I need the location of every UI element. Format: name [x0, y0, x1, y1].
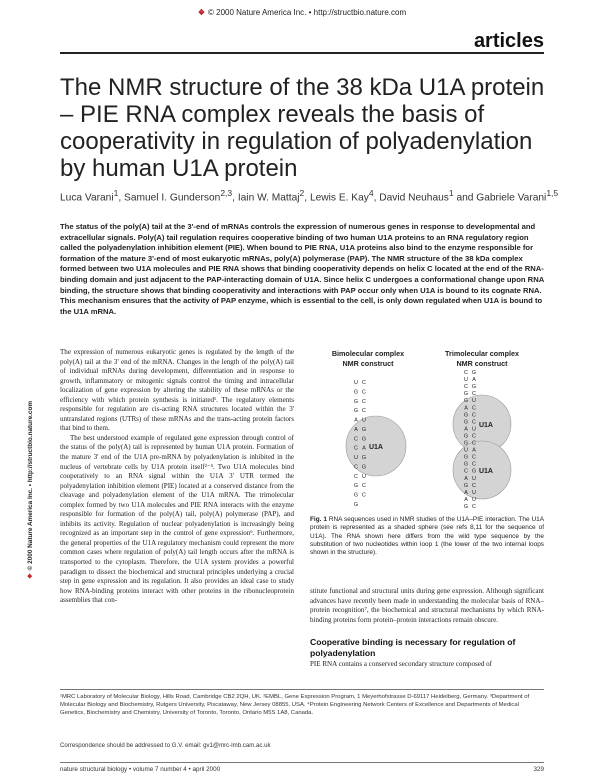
u1a-label-right-top: U1A	[478, 422, 494, 429]
nucleotide-letter: C	[354, 436, 358, 443]
nucleotide-letter: G	[361, 426, 367, 433]
nucleotide-letter: G	[471, 468, 477, 475]
nucleotide-letter: G	[353, 398, 359, 405]
nucleotide-letter: G	[463, 482, 469, 489]
nucleotide-letter: C	[362, 483, 366, 490]
nucleotide-letter: G	[353, 389, 359, 396]
nucleotide-letter: U	[362, 473, 366, 480]
author-name: Gabriele Varani	[476, 192, 547, 204]
author-aff: 2	[299, 188, 305, 198]
section-rule	[60, 52, 544, 54]
nucleotide-letter: G	[463, 412, 469, 419]
nucleotide-letter: U	[472, 496, 476, 503]
nucleotide-letter: U	[354, 455, 358, 462]
side-copyright-text: © 2000 Nature America Inc. • http://structbio.nature.com	[27, 400, 34, 571]
nucleotide-letter: G	[353, 408, 359, 415]
nucleotide-letter: A	[362, 445, 366, 452]
author-name: Luca Varani	[60, 192, 114, 204]
nucleotide-letter: C	[354, 473, 358, 480]
nucleotide-letter: C	[472, 391, 476, 398]
nucleotide-letter: C	[362, 492, 366, 499]
nucleotide-letter: C	[354, 445, 358, 452]
nucleotide-letter: G	[471, 370, 477, 376]
nucleotide-letter: G	[463, 504, 469, 510]
section-label: articles	[473, 30, 544, 52]
nucleotide-letter: G	[463, 433, 469, 440]
nucleotide-letter: C	[464, 370, 468, 376]
nucleotide-letter: U	[472, 489, 476, 496]
nucleotide-letter: G	[463, 398, 469, 405]
author-aff: 1,5	[546, 188, 559, 198]
nucleotide-letter: U	[472, 426, 476, 433]
author-name: Samuel I. Gunderson	[124, 192, 221, 204]
figure-1	[310, 346, 544, 512]
running-head	[60, 8, 544, 17]
nucleotide-letter: A	[464, 405, 468, 412]
nucleotide-letter: A	[464, 496, 468, 503]
nucleotide-letter: C	[472, 419, 476, 426]
article-title: The NMR structure of the 38 kDa U1A protein – PIE RNA complex reveals the basis of cooperativity in regulation of polyadenylation by human U1A protein	[60, 74, 545, 182]
nucleotide-letter: G	[361, 464, 367, 471]
fig-label-left-2: NMR construct	[342, 359, 394, 368]
nucleotide-letter: C	[472, 482, 476, 489]
nucleotide-letter: C	[472, 440, 476, 447]
nucleotide-letter: C	[472, 433, 476, 440]
nucleotide-letter: A	[472, 447, 476, 454]
nucleotide-letter: C	[472, 412, 476, 419]
fig-label-left-1: Bimolecular complex	[331, 349, 405, 358]
journal-footer: nature structural biology • volume 7 number 4 • april 2000	[60, 766, 221, 773]
nucleotide-letter: C	[362, 408, 366, 415]
nucleotide-letter: G	[361, 455, 367, 462]
nucleotide-letter: C	[354, 464, 358, 471]
page-number: 329	[533, 766, 544, 773]
nucleotide-letter: C	[472, 454, 476, 461]
nucleotide-letter: C	[362, 389, 366, 396]
body-paragraph: The best understood example of regulated gene expression through control of the status of the poly(A) tail is represented by human U1A protein. Formation of the mature 3' end of the U1A pre-mRNA by polyadenylation is inhibited in the nucleus of vertebrate cells by U1A protein itself²⁻⁵. Two U1A molecules bind cooperatively to an RNA signal within the U1A 3' UTR termed the polyadenylation inhibition element (PIE) located at a conserved distance from the cleavage and polyadenylation element of the U1A mRNA. The trimolecular complex formed by two U1A molecules and PIE RNA interacts with the enzyme responsible for formation of the poly(A) tail, poly(A) polymerase (PAP), and inhibits its activity. Regulation of nuclear polyadenylation is increasingly being recognized as an important step in the control of gene expression⁶. Furthermore, the general properties of the U1A regulatory mechanism could represent the more common cases where regulation of poly(A) tail length occurs after the mRNA is transported to the cytoplasm. Therefore, the U1A system provides a powerful paradigm to dissect the biochemical and structural principles underlying a crucial step in gene expression and its regulation. It also provides an ideal case to study how RNA-binding proteins interact with other proteins in the ribonucleoprotein assemblies that con-	[60, 433, 294, 605]
nucleotide-letter: U	[362, 417, 366, 424]
abstract: The status of the poly(A) tail at the 3'-end of mRNAs controls the expression of numerous genes in response to developmental and extracellular signals. Poly(A) tail regulation requires cooperative binding of two human U1A proteins to an RNA regulatory region called the polyadenylation inhibition element (PIE). When bound to PIE RNA, U1A proteins also bind to the enzyme responsible for formation of the mature 3'-end of most eukaryotic mRNAs, poly(A) polymerase (PAP). The NMR structure of the 38 kDa complex formed between two U1A molecules and PIE RNA shows that binding cooperativity depends on helix C located at the end of the RNA-binding domain and just adjacent to the PAP-interacting domain of U1A. Since helix C undergoes a conformational change upon RNA binding, the structure shows that binding cooperativity and interactions with PAP occur only when U1A is bound to its cognate RNA. This mechanism ensures that the activity of PAP enzyme, which is essential to the cell, is only down regulated when U1A is bound to the U1A mRNA.	[60, 222, 544, 316]
nature-logo-icon: ❖	[197, 8, 206, 17]
nucleotide-letter: G	[353, 492, 359, 499]
nucleotide-letter: G	[353, 483, 359, 490]
side-copyright	[26, 280, 36, 700]
nucleotide-letter: G	[463, 461, 469, 468]
nucleotide-letter: C	[472, 461, 476, 468]
nucleotide-letter: C	[472, 504, 476, 510]
section-subheading: Cooperative binding is necessary for regulation of polyadenylation	[310, 637, 516, 658]
nucleotide-letter: C	[362, 380, 366, 386]
nucleotide-letter: U	[354, 380, 358, 386]
footer-rule	[60, 762, 544, 763]
author-aff: 1	[113, 188, 119, 198]
nucleotide-letter: G	[463, 419, 469, 426]
body-paragraph: The expression of numerous eukaryotic genes is regulated by the length of the poly(A) tail at the 3' end of the mRNA. Changes in the length of the poly(A) tail of individual mRNAs during development, differentiation and in response to growth, inflammatory or mitogenic signals control the timing and intracellular localization of gene expression by altering the stability of these mRNAs or the efficiency with which protein synthesis is initiated¹. The regulatory elements responsible for regulation are cis-acting RNA structures located within the 3' untranslated regions (UTRs) of these mRNAs and the trans-acting protein factors that bind to them.	[60, 348, 294, 433]
author-name: David Neuhaus	[379, 192, 449, 204]
fig-label-right-2: NMR construct	[456, 359, 508, 368]
nucleotide-letter: G	[463, 454, 469, 461]
nucleotide-letter: U	[472, 475, 476, 482]
author-name: Lewis E. Kay	[309, 192, 369, 204]
correspondence-note: Correspondence should be addressed to G.V. email: gv1@mrc-lmb.cam.ac.uk	[60, 742, 271, 749]
nucleotide-letter: A	[464, 489, 468, 496]
nucleotide-letter: A	[464, 475, 468, 482]
figure-caption-text: RNA sequences used in NMR studies of the U1A–PIE interaction. The U1A protein is represented as a shaded sphere (see refs 8,11 for the sequence of U1A). The RNA shown here differs from the wild type sequence by the substitution of two nucleotides within loop 1 (the lower of the two internal loops shown in the structure).	[310, 516, 544, 557]
nucleotide-letter: C	[472, 405, 476, 412]
author-name: Iain W. Mattaj	[237, 192, 300, 204]
figure-caption	[310, 516, 544, 557]
nucleotide-letter: A	[354, 417, 358, 424]
running-head-text: © 2000 Nature America Inc. • http://structbio.nature.com	[208, 8, 407, 17]
nucleotide-letter: G	[353, 502, 359, 508]
nucleotide-letter: C	[464, 384, 468, 391]
side-logo-icon: ❖	[27, 573, 34, 580]
author-list: Luca Varani$^1$, Samuel I. Gunderson$^{2,3}$, Iain W. Mattaj$^2$, Lewis E. Kay$^4$, David Neuhaus$^1$ and Gabriele Varani$^{1,5}$	[60, 188, 559, 204]
affiliations-footnote: ¹MRC Laboratory of Molecular Biology, Hills Road, Cambridge CB2 2QH, UK. ²EMBL, Gene Expression Program, 1 Meyerhofstrasse D-69117 Heidelberg, Germany. ³Department of Molecular Biology and Biochemistry, Rutgers University, Piscataway, New Jersey 08855, USA. ⁴Protein Engineering Network Centers of Excellence and Departments of Medical Genetics, Biochemistry and Chemistry, University of Toronto, Toronto, Ontario M5S 1A8, Canada.	[60, 689, 544, 718]
u1a-label-right-bottom: U1A	[478, 468, 494, 475]
figure-caption-label: Fig. 1	[310, 516, 327, 523]
nucleotide-letter: G	[463, 440, 469, 447]
author-aff: 1	[448, 188, 454, 198]
nucleotide-letter: G	[463, 391, 469, 398]
body-paragraph: PIE RNA contains a conserved secondary structure composed of	[310, 660, 492, 668]
nucleotide-letter: U	[464, 377, 468, 384]
nucleotide-letter: A	[354, 426, 358, 433]
author-aff: 2,3	[220, 188, 233, 198]
nucleotide-letter: G	[471, 384, 477, 391]
nucleotide-letter: C	[362, 398, 366, 405]
body-column-right: stitute functional and structural units during gene expression. Although significant advances have recently been made in understanding the molecular basis of RNA–protein recognition⁷, the biochemical and structural mechanisms by which RNA-binding proteins form protein–protein interactions remain obscure.	[310, 587, 544, 624]
body-column-left	[60, 348, 294, 606]
nucleotide-letter: U	[464, 447, 468, 454]
u1a-label-left: U1A	[368, 444, 384, 451]
nucleotide-letter: A	[472, 377, 476, 384]
author-aff: 4	[368, 188, 374, 198]
nucleotide-letter: C	[464, 468, 468, 475]
nucleotide-letter: U	[472, 398, 476, 405]
nucleotide-letter: G	[361, 436, 367, 443]
nucleotide-letter: A	[464, 426, 468, 433]
fig-label-right-1: Trimolecular complex	[445, 349, 519, 358]
